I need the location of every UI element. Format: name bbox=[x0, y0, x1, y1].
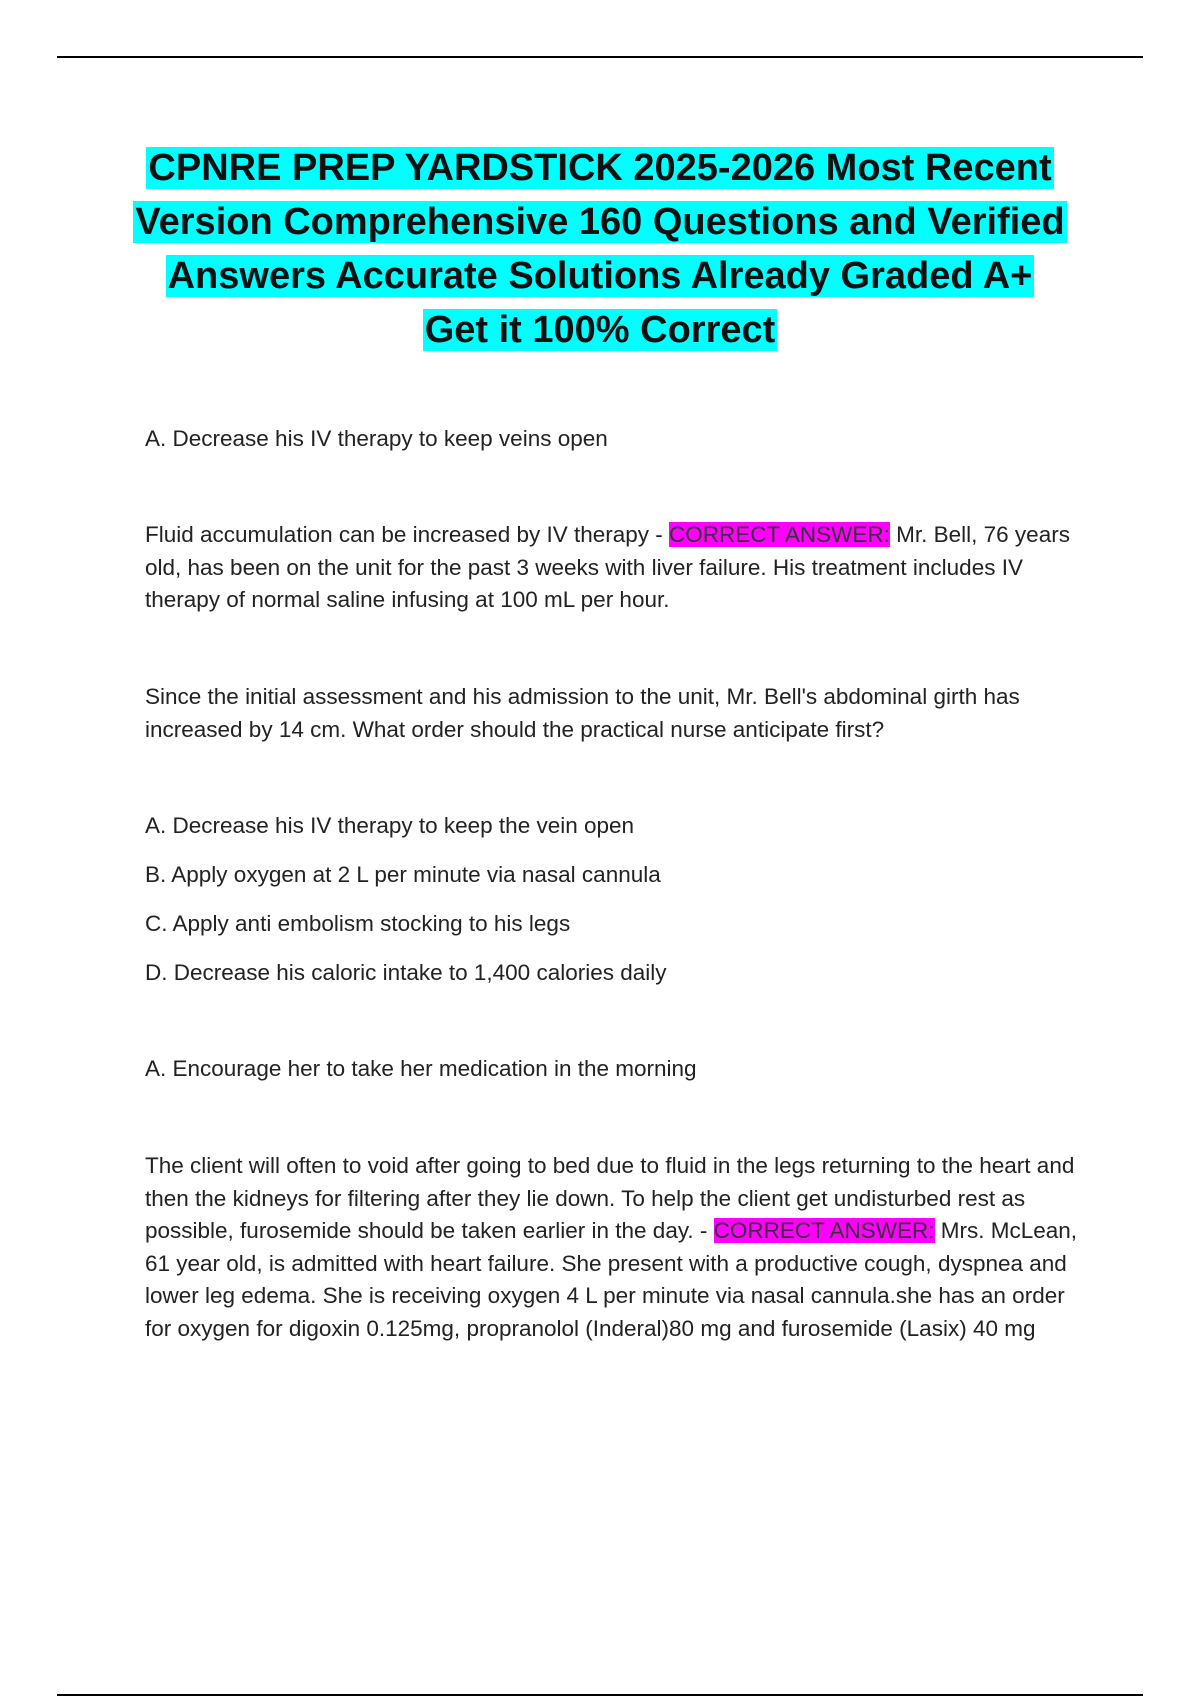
q1-rationale-block bbox=[145, 519, 1095, 617]
q1-option-b: B. Apply oxygen at 2 L per minute via nasal cannula bbox=[145, 862, 661, 887]
q1-option-a: A. Decrease his IV therapy to keep the vein open bbox=[145, 813, 635, 838]
q2-rationale: The client will often to void after going to bed due to fluid in the legs returning to the heart and then the kidneys for filtering after they lie down. To help the client get undisturbed rest as possible, furosemide should be taken earlier in the day. - bbox=[145, 1153, 1075, 1243]
correct-answer-tag: CORRECT ANSWER: bbox=[713, 1218, 935, 1243]
q2-answer: A. Encourage her to take her medication in the morning bbox=[145, 1056, 697, 1081]
title-highlight: CPNRE PREP YARDSTICK 2025-2026 Most Recent Version Comprehensive 160 Questions and Verified Answers Accurate Solutions Already Graded A+ Get it 100% Correct bbox=[135, 147, 1065, 351]
q1-question: Since the initial assessment and his admission to the unit, Mr. Bell's abdominal girth has increased by 14 cm. What order should the practical nurse anticipate first? bbox=[145, 684, 1020, 742]
q2-rationale-block bbox=[145, 1150, 1095, 1345]
document-title bbox=[130, 141, 1070, 357]
q1-option-d: D. Decrease his caloric intake to 1,400 calories daily bbox=[145, 960, 667, 985]
q1-answer: A. Decrease his IV therapy to keep veins open bbox=[145, 426, 608, 451]
q2-stem: Mrs. McLean, 61 year old, is admitted with heart failure. She present with a productive cough, dyspnea and lower leg edema. She is receiving oxygen 4 L per minute via nasal cannula.she has an order for oxygen for digoxin 0.125mg, propranolol (Inderal)80 mg and furosemide (Lasix) 40 mg bbox=[145, 1218, 1078, 1341]
top-rule bbox=[57, 56, 1143, 58]
q1-stem: Mr. Bell, 76 years old, has been on the unit for the past 3 weeks with liver failure. His treatment includes IV therapy of normal saline infusing at 100 mL per hour. bbox=[145, 522, 1070, 612]
correct-answer-tag: CORRECT ANSWER: bbox=[669, 522, 890, 547]
q1-option-c: C. Apply anti embolism stocking to his legs bbox=[145, 911, 571, 936]
bottom-rule bbox=[57, 1694, 1143, 1696]
q1-rationale: Fluid accumulation can be increased by IV therapy - bbox=[145, 522, 670, 547]
